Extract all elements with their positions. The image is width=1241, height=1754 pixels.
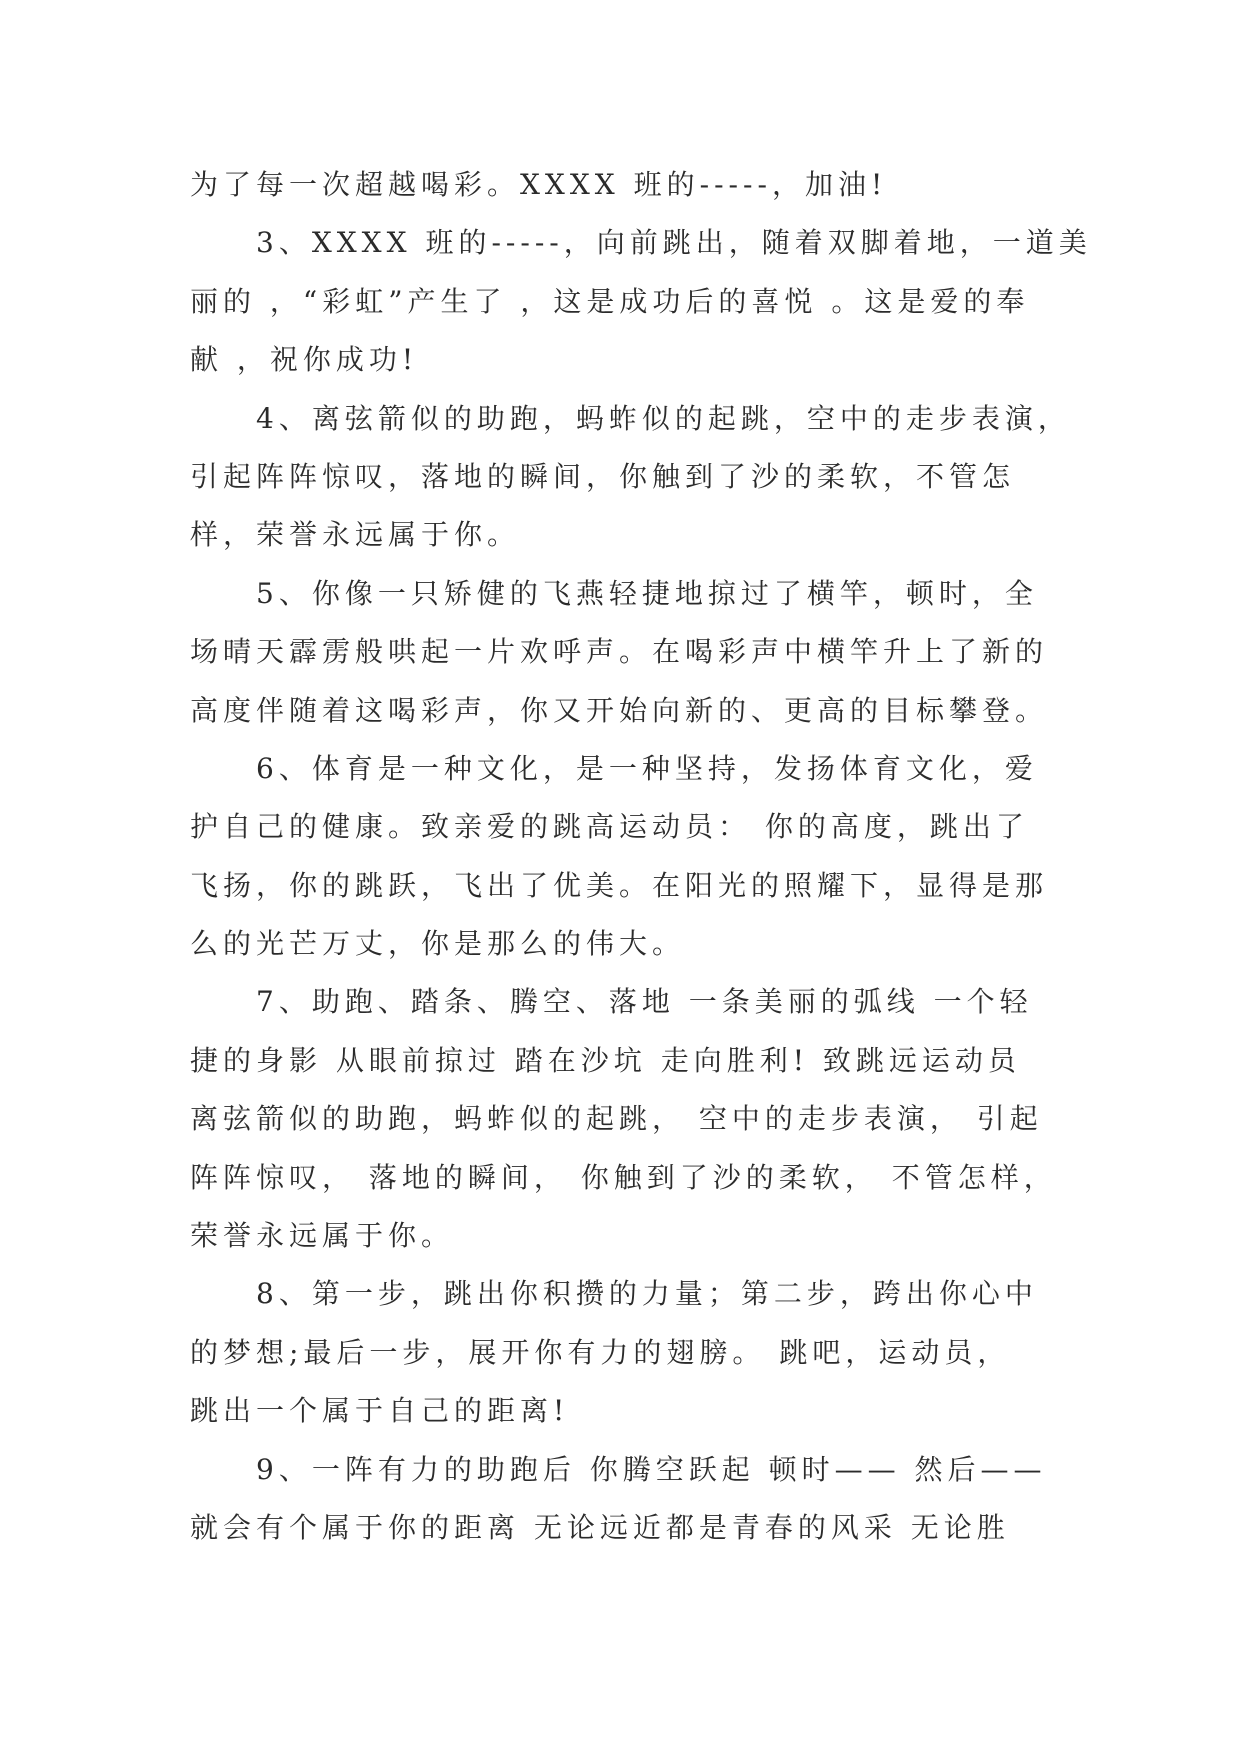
text-line: 丽的 ，“彩虹”产生了 ，这是成功后的喜悦 。这是爱的奉 <box>190 284 1030 318</box>
paragraph <box>190 156 1090 214</box>
text-line: 样，荣誉永远属于你。 <box>190 518 521 552</box>
paragraph <box>190 565 1090 740</box>
paragraph <box>190 1441 1090 1558</box>
text-line: 跳出一个属于自己的距离! <box>190 1394 570 1428</box>
paragraph <box>190 214 1090 389</box>
paragraph <box>190 390 1090 565</box>
text-line: 3、XXXX 班的-----，向前跳出，随着双脚着地，一道美 <box>256 226 1092 260</box>
text-line: 5、你像一只矫健的飞燕轻捷地掠过了横竿，顿时，全 <box>256 576 1038 610</box>
text-line: 捷的身影 从眼前掠过 踏在沙坑 走向胜利! 致跳远运动员 <box>190 1043 1021 1077</box>
text-line: 4、离弦箭似的助跑，蚂蚱似的起跳，空中的走步表演， <box>256 401 1071 435</box>
document-body <box>190 156 1090 1557</box>
text-line: 6、体育是一种文化，是一种坚持，发扬体育文化，爱 <box>256 751 1038 785</box>
text-line: 场晴天霹雳般哄起一片欢呼声。在喝彩声中横竿升上了新的 <box>190 635 1049 669</box>
text-line: 的梦想;最后一步，展开你有力的翅膀。 跳吧，运动员， <box>190 1335 1011 1369</box>
text-line: 8、第一步，跳出你积攒的力量；第二步，跨出你心中 <box>256 1277 1038 1311</box>
paragraph <box>190 1265 1090 1440</box>
paragraph <box>190 740 1090 974</box>
text-line: 飞扬，你的跳跃，飞出了优美。在阳光的照耀下，显得是那 <box>190 868 1049 902</box>
paragraph <box>190 973 1090 1265</box>
text-line: 离弦箭似的助跑，蚂蚱似的起跳， 空中的走步表演， 引起 <box>190 1102 1043 1136</box>
text-line: 荣誉永远属于你。 <box>190 1219 455 1253</box>
text-line: 阵阵惊叹， 落地的瞬间， 你触到了沙的柔软， 不管怎样， <box>190 1160 1057 1194</box>
text-line: 么的光芒万丈，你是那么的伟大。 <box>190 927 686 961</box>
text-line: 9、一阵有力的助跑后 你腾空跃起 顿时—— 然后—— <box>256 1452 1047 1486</box>
text-line: 为了每一次超越喝彩。XXXX 班的-----，加油! <box>190 168 888 201</box>
text-line: 7、助跑、踏条、腾空、落地 一条美丽的弧线 一个轻 <box>256 985 1033 1019</box>
text-line: 引起阵阵惊叹，落地的瞬间，你触到了沙的柔软，不管怎 <box>190 459 1016 493</box>
text-line: 高度伴随着这喝彩声，你又开始向新的、更高的目标攀登。 <box>190 693 1049 727</box>
text-line: 就会有个属于你的距离 无论远近都是青春的风采 无论胜 <box>190 1510 1010 1544</box>
text-line: 护自己的健康。致亲爱的跳高运动员： 你的高度，跳出了 <box>190 810 1029 844</box>
text-line: 献 ，祝你成功! <box>190 343 419 377</box>
